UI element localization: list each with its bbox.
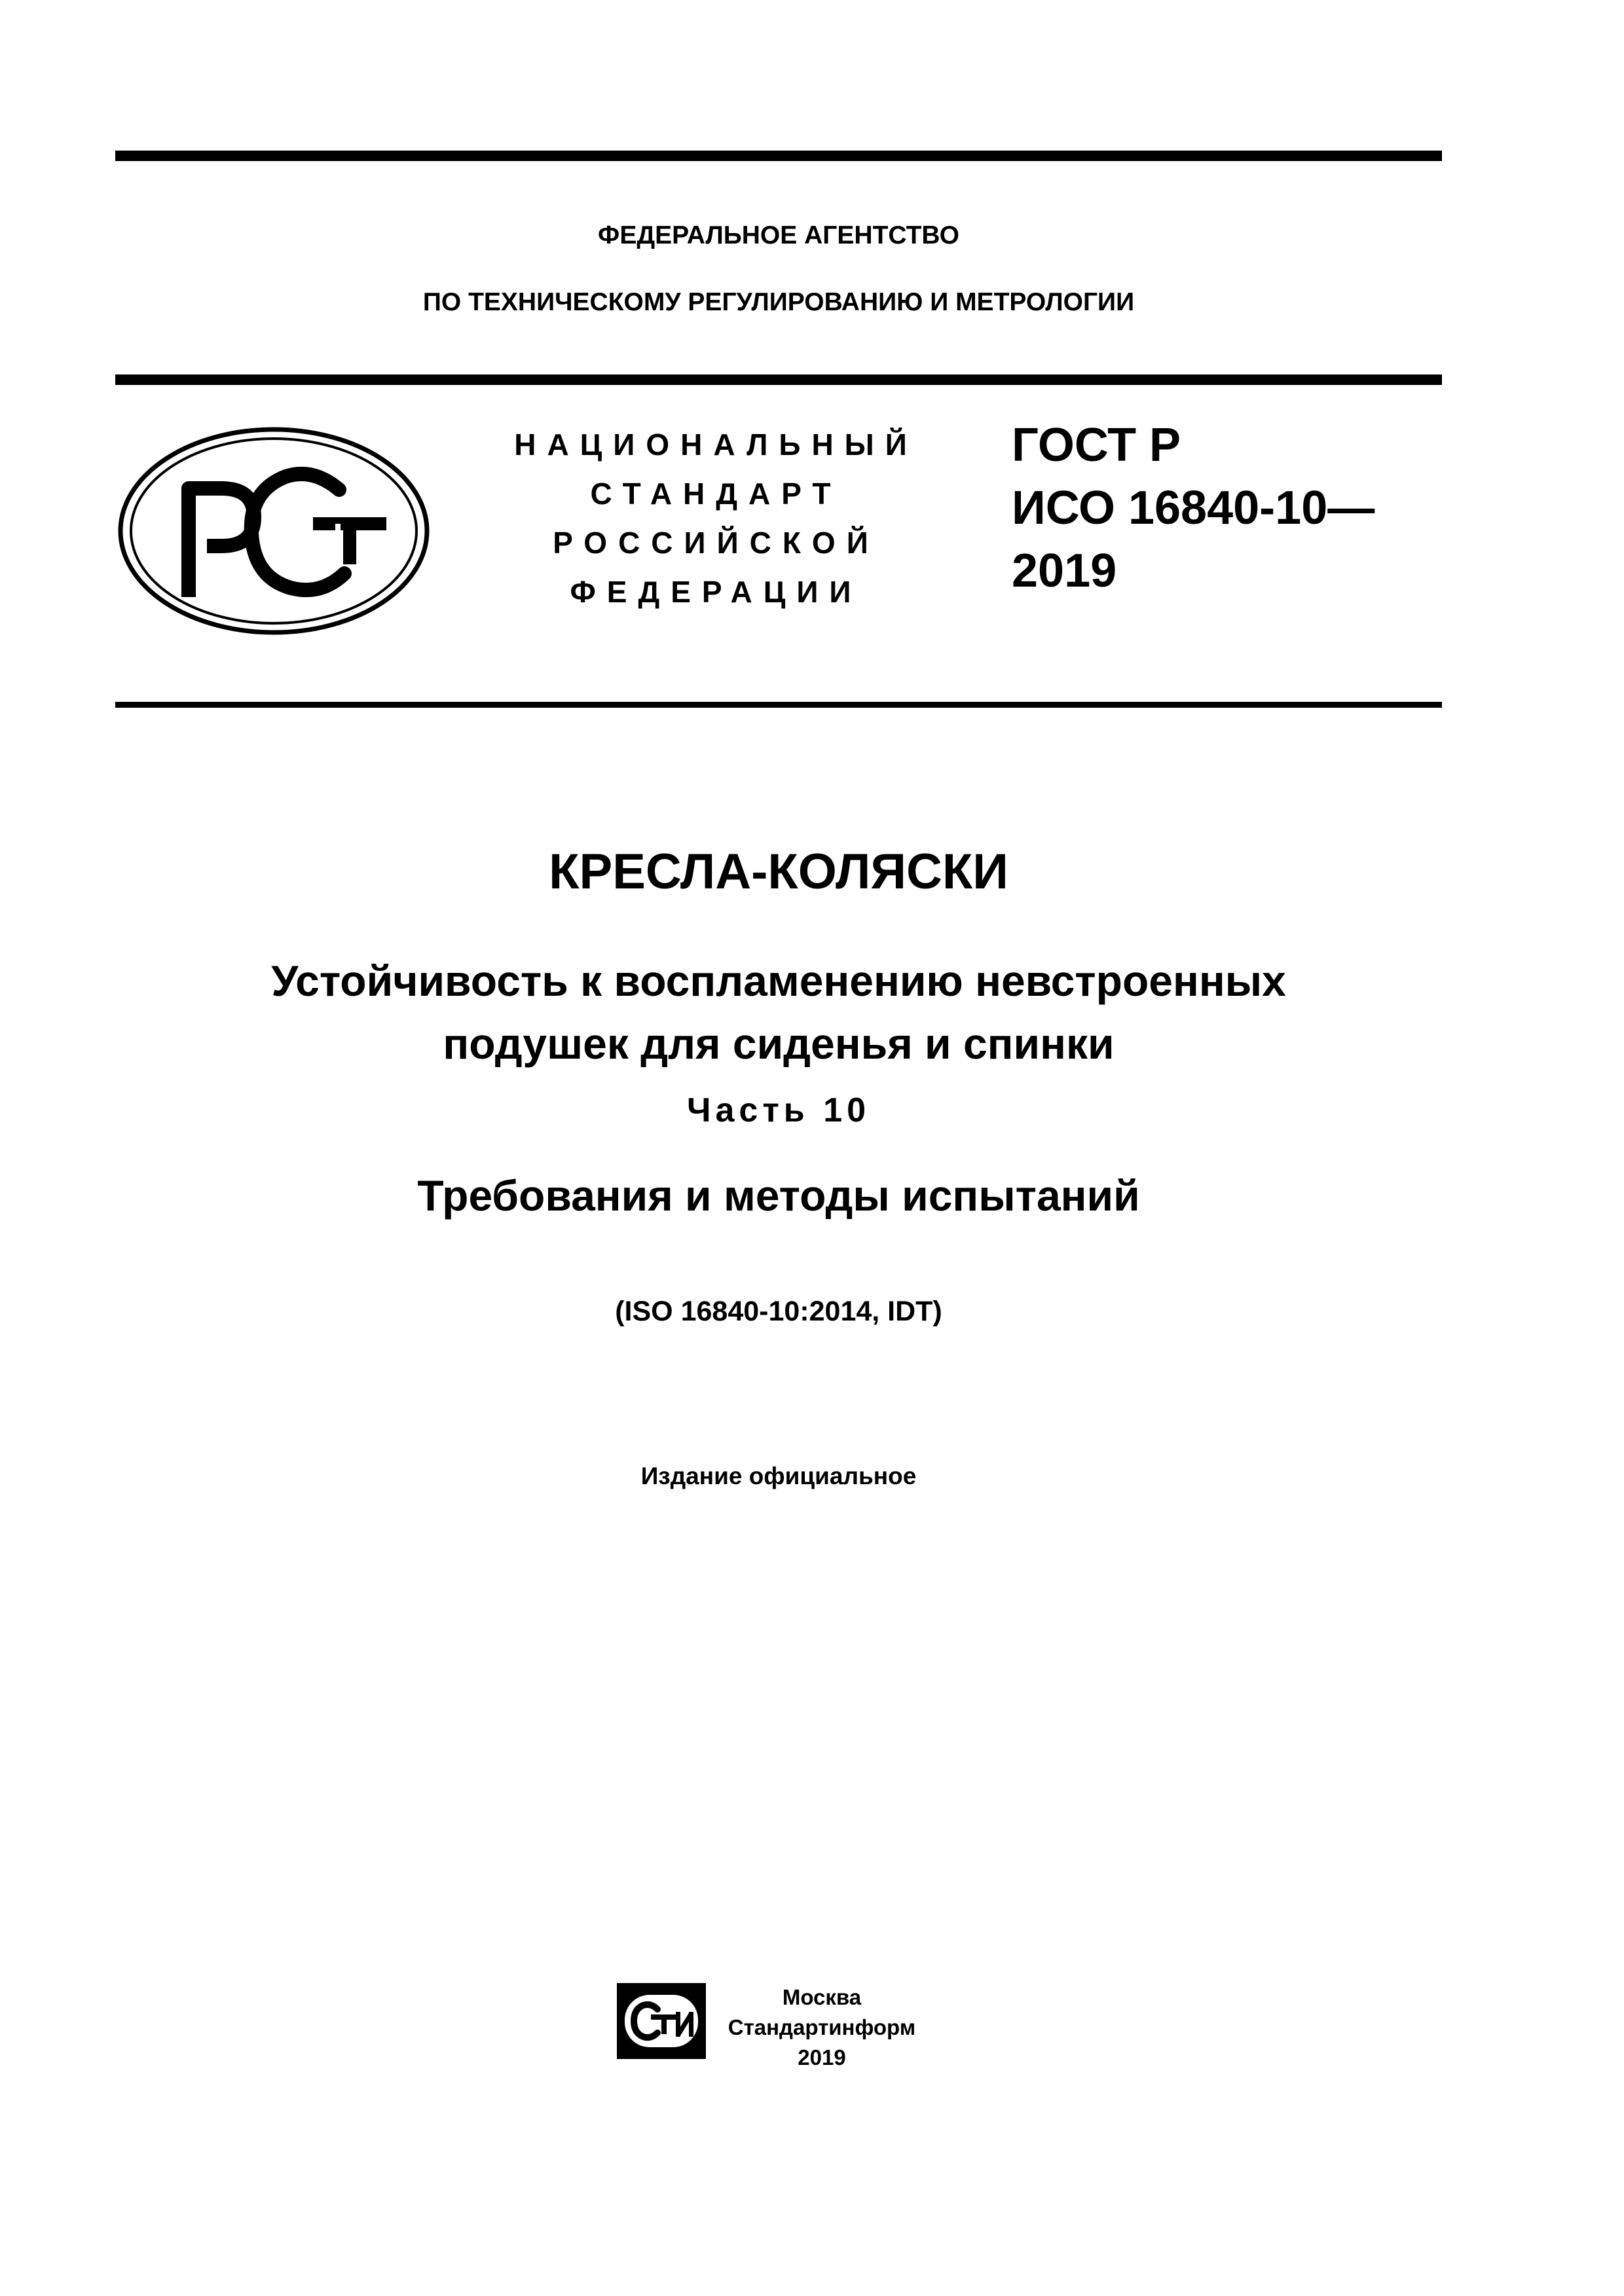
- subtitle-line: Устойчивость к воспламенению невстроенных: [271, 957, 1286, 1005]
- gost-line: ГОСТ Р: [1012, 419, 1181, 471]
- publisher-name: Стандартинформ: [728, 2015, 916, 2039]
- edition-label: Издание официальное: [640, 1463, 917, 1489]
- iso-reference: (ISO 16840-10:2014, IDT): [615, 1296, 942, 1327]
- document-subtitle: [115, 949, 1442, 1075]
- top-rule: [115, 151, 1442, 161]
- agency-name-line1: ФЕДЕРАЛЬНОЕ АГЕНТСТВО: [598, 221, 959, 249]
- national-line: ФЕДЕРАЦИИ: [570, 575, 862, 609]
- middle-rule: [115, 374, 1442, 385]
- publisher-year: 2019: [798, 2045, 846, 2069]
- part-title: Требования и методы испытаний: [417, 1171, 1140, 1220]
- part-number: Часть 10: [686, 1091, 871, 1129]
- subtitle-line: подушек для сиденья и спинки: [443, 1019, 1115, 1068]
- national-line: РОССИЙСКОЙ: [553, 526, 879, 560]
- national-line: НАЦИОНАЛЬНЫЙ: [514, 428, 918, 462]
- national-standard-label: [471, 420, 950, 617]
- standartinform-logo-icon: [614, 1980, 709, 2062]
- national-line: СТАНДАРТ: [590, 477, 842, 511]
- rst-certification-logo-icon: [117, 426, 431, 636]
- standard-designation: [1012, 414, 1375, 602]
- agency-name-line2: ПО ТЕХНИЧЕСКОМУ РЕГУЛИРОВАНИЮ И МЕТРОЛОГИИ: [422, 288, 1135, 316]
- bottom-rule: [115, 702, 1442, 708]
- gost-line: 2019: [1012, 545, 1117, 597]
- publisher-info: [720, 1982, 923, 2073]
- document-title: КРЕСЛА-КОЛЯСКИ: [549, 844, 1008, 900]
- publisher-city: Москва: [782, 1985, 862, 2009]
- gost-line: ИСО 16840-10—: [1012, 482, 1375, 534]
